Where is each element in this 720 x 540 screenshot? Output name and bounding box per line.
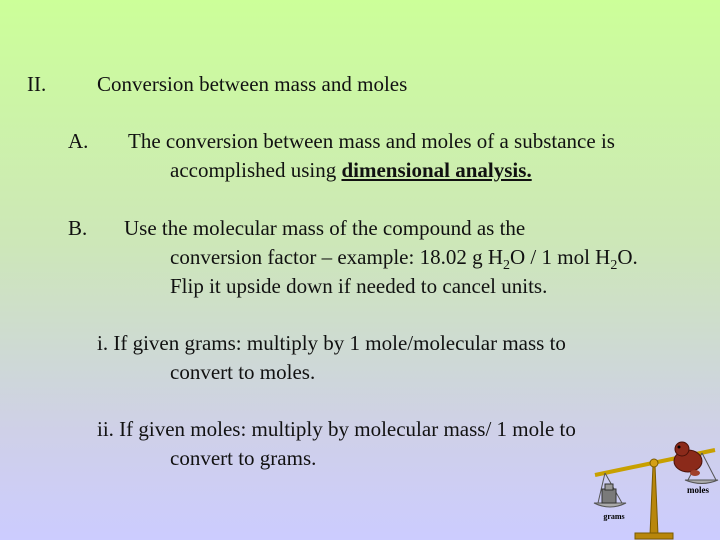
point-b-marker: B. [68,216,88,240]
point-a-line2 [170,156,532,185]
sub-ii-line2: convert to grams. [170,446,317,470]
point-a-line1: The conversion between mass and moles of a substance is [128,129,615,153]
sub-ii-line1: ii. If given moles: multiply by molecular mass/ 1 mole to [97,417,576,441]
mole-animal-icon [674,442,702,476]
sub-i-line2: convert to moles. [170,360,316,384]
grams-label: grams [603,512,625,521]
balance-scale-illustration [590,425,720,540]
point-b-line1: Use the molecular mass of the compound as the [124,216,526,240]
section-numeral: II. [27,72,47,96]
point-b-line2-b: O / 1 mol H [510,245,611,269]
point-a-marker: A. [68,129,89,153]
point-a-line2-text: accomplished using [170,158,342,182]
dimensional-analysis-term: dimensional analysis. [341,158,532,182]
point-b-line2 [170,243,638,272]
moles-label: moles [687,485,709,495]
grams-weight-icon [602,484,616,503]
point-b-line3: Flip it upside down if needed to cancel units. [170,274,548,298]
subscript-2: 2 [503,258,510,273]
sub-i-line1: i. If given grams: multiply by 1 mole/molecular mass to [97,331,566,355]
point-b-line2-a: conversion factor – example: 18.02 g H [170,245,503,269]
section-title: Conversion between mass and moles [97,72,408,96]
point-b-line2-c: O. [617,245,638,269]
subscript-2: 2 [610,258,618,273]
